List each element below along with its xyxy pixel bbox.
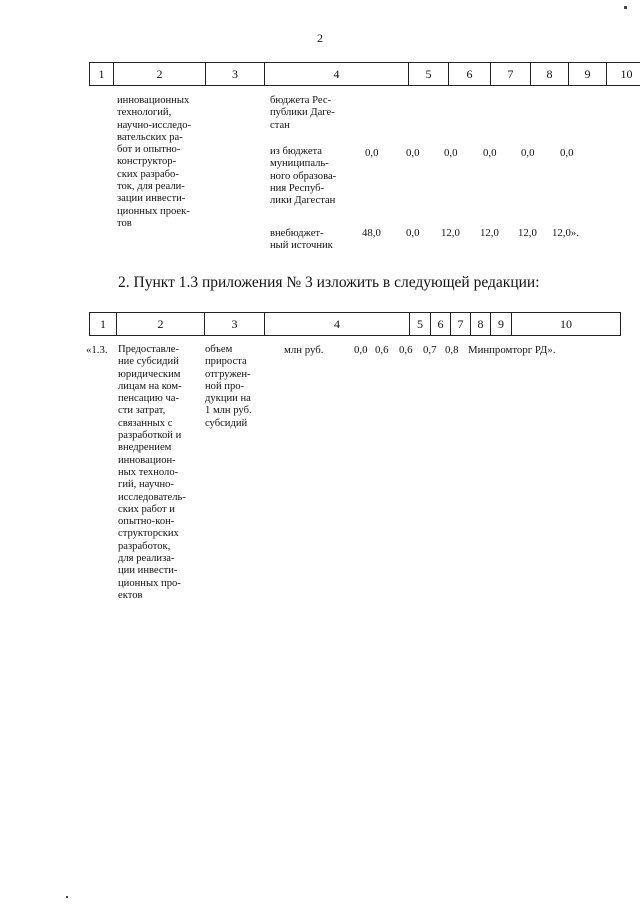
- table1-source-extrabudget: внебюджет- ный источник: [270, 228, 333, 252]
- table1-value: 12,0: [518, 227, 537, 239]
- table2-measure-name: Предоставле- ние субсидий юридическим лицам на ком- пенсацию ча- сти затрат, связанных с разработкой и внедрением инновацион- ных техноло- гий, научно- исследователь- ских работ и опытно-кон- структорских разработок, для реализа- ции инвести- ционных про- ектов: [118, 344, 186, 601]
- table2-header-cell: 9: [491, 313, 512, 336]
- scan-speck: [66, 896, 68, 898]
- table1-value: 48,0: [362, 227, 381, 239]
- table1-value: 0,0: [444, 147, 458, 159]
- table1-value: 12,0: [441, 227, 460, 239]
- amendment-heading: 2. Пункт 1.3 приложения № 3 изложить в следующей редакции:: [118, 274, 540, 291]
- table1-value: 0,0: [521, 147, 535, 159]
- table1-value: 0,0: [483, 147, 497, 159]
- table1-header: [89, 62, 640, 86]
- table2-value: 0,7: [423, 344, 437, 356]
- page-number: 2: [317, 31, 323, 45]
- table2-value: 0,8: [445, 344, 459, 356]
- table2-indicator: объем прироста отгружен- ной про- дукции на 1 млн руб. субсидий: [205, 344, 252, 429]
- table1-header-cell: 9: [569, 63, 607, 86]
- table2-header-cell: 2: [117, 313, 205, 336]
- table2-header-cell: 8: [471, 313, 491, 336]
- table2-header-cell: 4: [265, 313, 410, 336]
- table1-header-cell: 8: [531, 63, 569, 86]
- table1-value: 0,0: [560, 147, 574, 159]
- table2-value: 0,0: [354, 344, 368, 356]
- table2-header-cell: 1: [90, 313, 117, 336]
- table1-measure-text: инновационных технологий, научно-исследо- вательских ра- бот и опытно- конструктор- ских разрабо- ток, для реали- зации инвести- ционных проек- тов: [117, 95, 192, 229]
- table1-value: 12,0: [480, 227, 499, 239]
- table2-header-cell: 3: [205, 313, 265, 336]
- table1-value: 12,0».: [552, 227, 579, 239]
- table2-header: [89, 312, 621, 336]
- table2-unit: млн руб.: [284, 344, 324, 356]
- table2-row-number: «1.3.: [86, 344, 108, 356]
- table2-executor: Минпромторг РД».: [468, 344, 556, 356]
- table1-source-budget-rd: бюджета Рес- публики Даге- стан: [270, 95, 335, 131]
- table2-header-cell: 10: [512, 313, 621, 336]
- table1-header-cell: 6: [449, 63, 491, 86]
- table1-header-cell: 7: [491, 63, 531, 86]
- table1-header-cell: 3: [206, 63, 265, 86]
- table1-header-cell: 4: [265, 63, 409, 86]
- table1-value: 0,0: [365, 147, 379, 159]
- table1-header-cell: 2: [114, 63, 206, 86]
- table1-source-municipal: из бюджета муниципаль- ного образова- ния Респуб- лики Дагестан: [270, 146, 337, 207]
- table1-header-cell: 5: [409, 63, 449, 86]
- table2-value: 0,6: [375, 344, 389, 356]
- table1-header-cell: 1: [90, 63, 114, 86]
- table2-header-cell: 7: [451, 313, 471, 336]
- scan-speck: [624, 6, 627, 9]
- table1-header-cell: 10: [607, 63, 640, 86]
- table2-value: 0,6: [399, 344, 413, 356]
- table1-value: 0,0: [406, 147, 420, 159]
- table2-header-cell: 5: [410, 313, 431, 336]
- table1-value: 0,0: [406, 227, 420, 239]
- table2-header-cell: 6: [431, 313, 451, 336]
